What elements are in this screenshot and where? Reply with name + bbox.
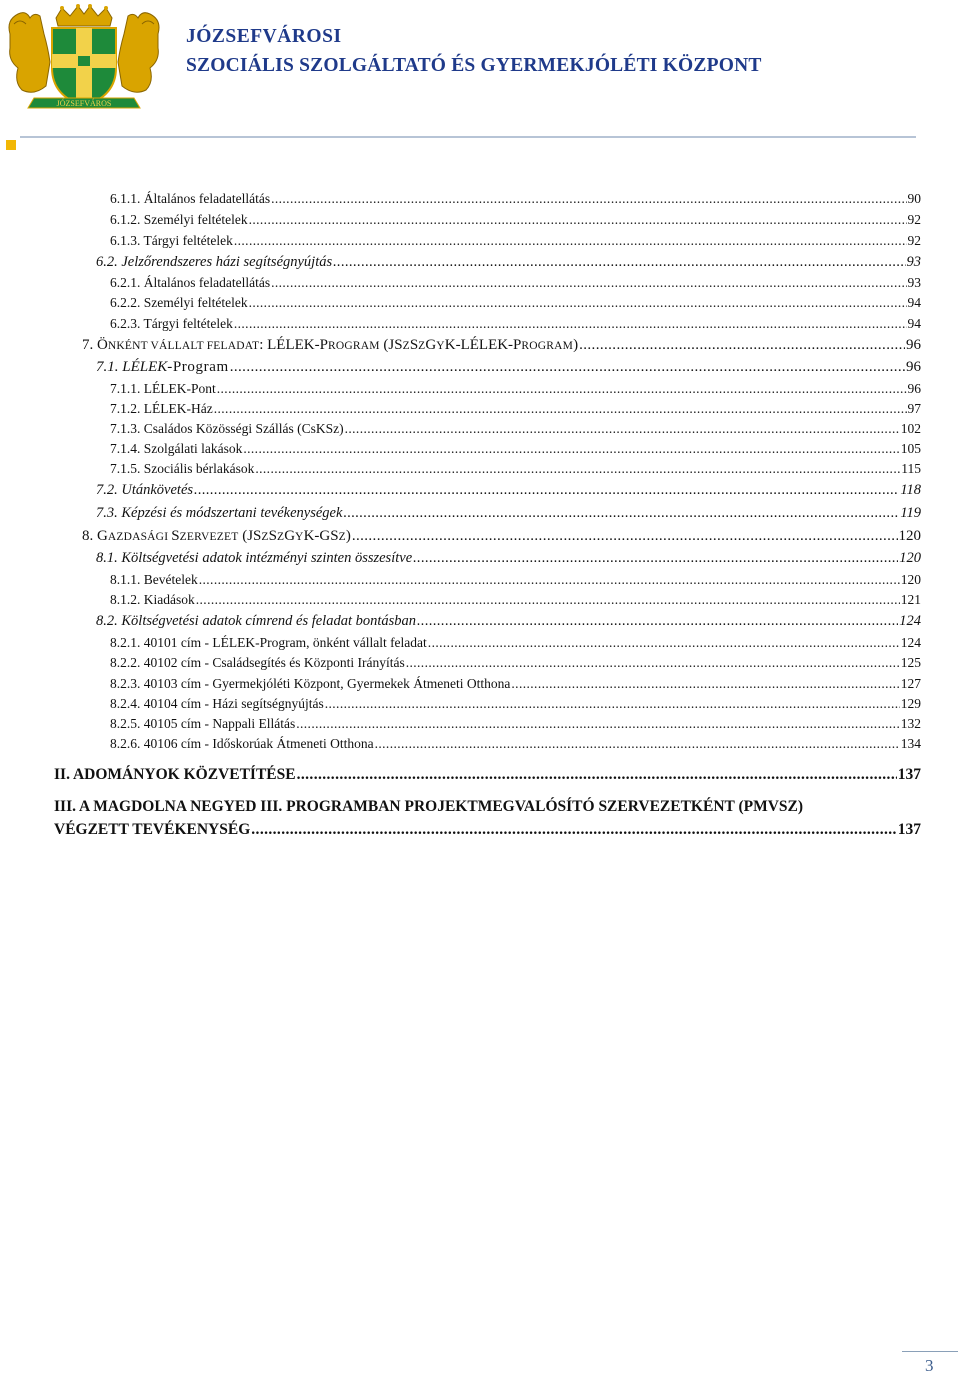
toc-entry-page: 120 <box>900 572 921 587</box>
header-accent-square <box>6 140 16 150</box>
toc-entry-title: 8.2.5. 40105 cím - Nappali Ellátás <box>110 716 296 731</box>
toc-entry-chapter-7[interactable] <box>82 337 921 354</box>
toc-entry-page: 134 <box>900 736 921 751</box>
header-divider <box>20 136 916 138</box>
footer-divider <box>902 1351 958 1352</box>
toc-entry-page: 121 <box>900 592 921 607</box>
toc-entry-title: 8.1.1. Bevételek <box>110 572 198 587</box>
toc-entry[interactable] <box>110 716 921 732</box>
toc-entry-page: 127 <box>900 676 921 691</box>
toc-entry-title: 7.1. LÉLEK-Program <box>96 359 229 375</box>
toc-entry-page: 137 <box>897 766 921 783</box>
toc-entry-title: 6.2.1. Általános feladatellátás <box>110 275 271 290</box>
crest-banner-text: JÓZSEFVÁROS <box>56 99 112 108</box>
toc-leader-dots <box>271 191 906 207</box>
toc-leader-dots <box>234 316 907 332</box>
page-number: 3 <box>925 1356 934 1375</box>
toc-entry-title: VÉGZETT TEVÉKENYSÉG <box>54 821 251 838</box>
toc-entry-page: 92 <box>907 212 921 227</box>
toc-entry[interactable] <box>110 212 921 228</box>
toc-leader-dots <box>243 441 899 457</box>
toc-entry-chapter-8[interactable] <box>82 528 921 545</box>
toc-entry-title: 6.1.2. Személyi feltételek <box>110 212 248 227</box>
toc-leader-dots <box>249 295 907 311</box>
toc-entry-page: 97 <box>907 401 921 416</box>
toc-leader-dots <box>271 275 906 291</box>
toc-entry[interactable] <box>96 254 921 271</box>
toc-leader-dots <box>217 381 907 397</box>
toc-entry-page: 92 <box>907 233 921 248</box>
toc-entry-title: 8. GAZDASÁGI SZERVEZET (JSZSZGYK-GSZ) <box>82 528 351 544</box>
org-name-line1: JÓZSEFVÁROSI <box>186 26 342 47</box>
toc-entry-title: 7. ÖNKÉNT VÁLLALT FELADAT: LÉLEK-PROGRAM (JSZSZGYK-LÉLEK-PROGRAM) <box>82 337 579 353</box>
toc-entry[interactable] <box>110 275 921 291</box>
toc-entry-title: III. A MAGDOLNA NEGYED III. PROGRAMBAN PROJEKTMEGVALÓSÍTÓ SZERVEZETKÉNT (PMVSZ) <box>54 798 804 815</box>
toc-leader-dots <box>333 254 905 271</box>
toc-entry[interactable] <box>110 421 921 437</box>
toc-entry-title: 8.1.2. Kiadások <box>110 592 195 607</box>
toc-entry[interactable] <box>110 295 921 311</box>
toc-leader-dots <box>345 421 900 437</box>
toc-entry-page: 124 <box>900 635 921 650</box>
toc-entry-page: 94 <box>907 316 921 331</box>
toc-entry-page: 120 <box>899 550 921 566</box>
toc-leader-dots <box>255 461 900 477</box>
toc-entry-title: 7.1.5. Szociális bérlakások <box>110 461 255 476</box>
toc-entry-part-3[interactable] <box>54 821 921 839</box>
toc-entry-title: 8.2.4. 40104 cím - Házi segítségnyújtás <box>110 696 324 711</box>
toc-entry-part-2[interactable] <box>54 766 921 784</box>
toc-entry-page: 137 <box>897 821 921 838</box>
toc-entry-page: 120 <box>898 528 921 544</box>
toc-entry[interactable] <box>110 401 921 417</box>
toc-entry-page: 96 <box>906 337 921 353</box>
toc-entry-title: 8.2.1. 40101 cím - LÉLEK-Program, önként vállalt feladat <box>110 635 427 650</box>
org-name-line2: SZOCIÁLIS SZOLGÁLTATÓ ÉS GYERMEKJÓLÉTI KÖZPONT <box>186 55 762 76</box>
toc-entry[interactable] <box>96 359 921 376</box>
toc-leader-dots <box>249 212 907 228</box>
toc-entry-title: 6.1.3. Tárgyi feltételek <box>110 233 233 248</box>
toc-entry-title: 6.2.2. Személyi feltételek <box>110 295 248 310</box>
toc-entry-title: 6.2.3. Tárgyi feltételek <box>110 316 233 331</box>
toc-entry[interactable] <box>96 505 921 522</box>
toc-entry-title: 8.2.3. 40103 cím - Gyermekjóléti Központ, Gyermekek Átmeneti Otthona <box>110 676 511 691</box>
toc-entry-page: 124 <box>899 613 921 629</box>
toc-leader-dots <box>194 482 899 499</box>
toc-leader-dots <box>251 821 896 839</box>
toc-entry-title: 8.2.2. 40102 cím - Családsegítés és Központi Irányítás <box>110 655 405 670</box>
toc-entry[interactable] <box>110 736 921 752</box>
toc-entry[interactable] <box>110 635 921 651</box>
toc-leader-dots <box>352 528 898 545</box>
toc-leader-dots <box>417 613 898 630</box>
toc-entry-page: 93 <box>906 254 921 270</box>
toc-entry-page: 90 <box>907 191 921 206</box>
toc-leader-dots <box>511 676 899 692</box>
toc-entry-title: 7.1.4. Szolgálati lakások <box>110 441 243 456</box>
toc-entry-title: 7.1.1. LÉLEK-Pont <box>110 381 216 396</box>
toc-leader-dots <box>234 233 907 249</box>
toc-entry-title: 7.1.3. Családos Közösségi Szállás (CsKSz) <box>110 421 344 436</box>
toc-leader-dots <box>230 359 905 376</box>
toc-entry[interactable] <box>110 572 921 588</box>
toc-leader-dots <box>199 572 900 588</box>
toc-leader-dots <box>343 505 899 522</box>
toc-entry-title: 7.1.2. LÉLEK-Ház <box>110 401 213 416</box>
toc-entry[interactable] <box>110 676 921 692</box>
toc-leader-dots <box>325 696 900 712</box>
toc-entry-part-3-line1[interactable] <box>54 798 921 816</box>
toc-leader-dots <box>196 592 900 608</box>
toc-entry-page: 102 <box>900 421 921 436</box>
toc-entry-page: 129 <box>900 696 921 711</box>
toc-entry-page: 105 <box>900 441 921 456</box>
toc-entry-title: II. ADOMÁNYOK KÖZVETÍTÉSE <box>54 766 296 783</box>
toc-entry-page: 96 <box>906 359 921 375</box>
toc-entry-page: 93 <box>907 275 921 290</box>
toc-entry-title: 8.1. Költségvetési adatok intézményi szinten összesítve <box>96 550 413 566</box>
toc-entry-title: 7.2. Utánkövetés <box>96 482 194 498</box>
toc-entry-title: 8.2.6. 40106 cím - Időskorúak Átmeneti Otthona <box>110 736 374 751</box>
page-header <box>0 0 960 150</box>
toc-leader-dots <box>579 337 905 354</box>
toc-entry-page: 125 <box>900 655 921 670</box>
toc-entry-title: 8.2. Költségvetési adatok címrend és feladat bontásban <box>96 613 417 629</box>
toc-leader-dots <box>296 716 900 732</box>
toc-entry[interactable] <box>110 233 921 249</box>
toc-entry[interactable] <box>110 191 921 207</box>
jozsefvaros-crest-logo <box>4 4 164 114</box>
toc-entry-page: 118 <box>900 482 921 498</box>
toc-leader-dots <box>428 635 900 651</box>
toc-entry-title: 6.1.1. Általános feladatellátás <box>110 191 271 206</box>
toc-leader-dots <box>297 766 897 784</box>
toc-entry[interactable] <box>110 696 921 712</box>
toc-leader-dots <box>406 655 900 671</box>
toc-entry-page: 115 <box>901 461 921 476</box>
toc-entry[interactable] <box>110 655 921 671</box>
toc-entry-page: 132 <box>900 716 921 731</box>
toc-entry-page: 94 <box>907 295 921 310</box>
toc-leader-dots <box>214 401 907 417</box>
toc-entry[interactable] <box>110 461 921 477</box>
toc-leader-dots <box>375 736 900 752</box>
toc-entry[interactable] <box>110 592 921 608</box>
toc-entry[interactable] <box>96 613 921 630</box>
toc-entry[interactable] <box>96 482 921 499</box>
toc-entry[interactable] <box>110 316 921 332</box>
toc-entry-page: 96 <box>907 381 921 396</box>
toc-entry[interactable] <box>110 381 921 397</box>
toc-entry-title: 6.2. Jelzőrendszeres házi segítségnyújtás <box>96 254 333 270</box>
toc-entry[interactable] <box>110 441 921 457</box>
toc-entry-title: 7.3. Képzési és módszertani tevékenységek <box>96 505 343 521</box>
toc-entry[interactable] <box>96 550 921 567</box>
toc-entry-page: 119 <box>900 505 921 521</box>
toc-leader-dots <box>413 550 898 567</box>
